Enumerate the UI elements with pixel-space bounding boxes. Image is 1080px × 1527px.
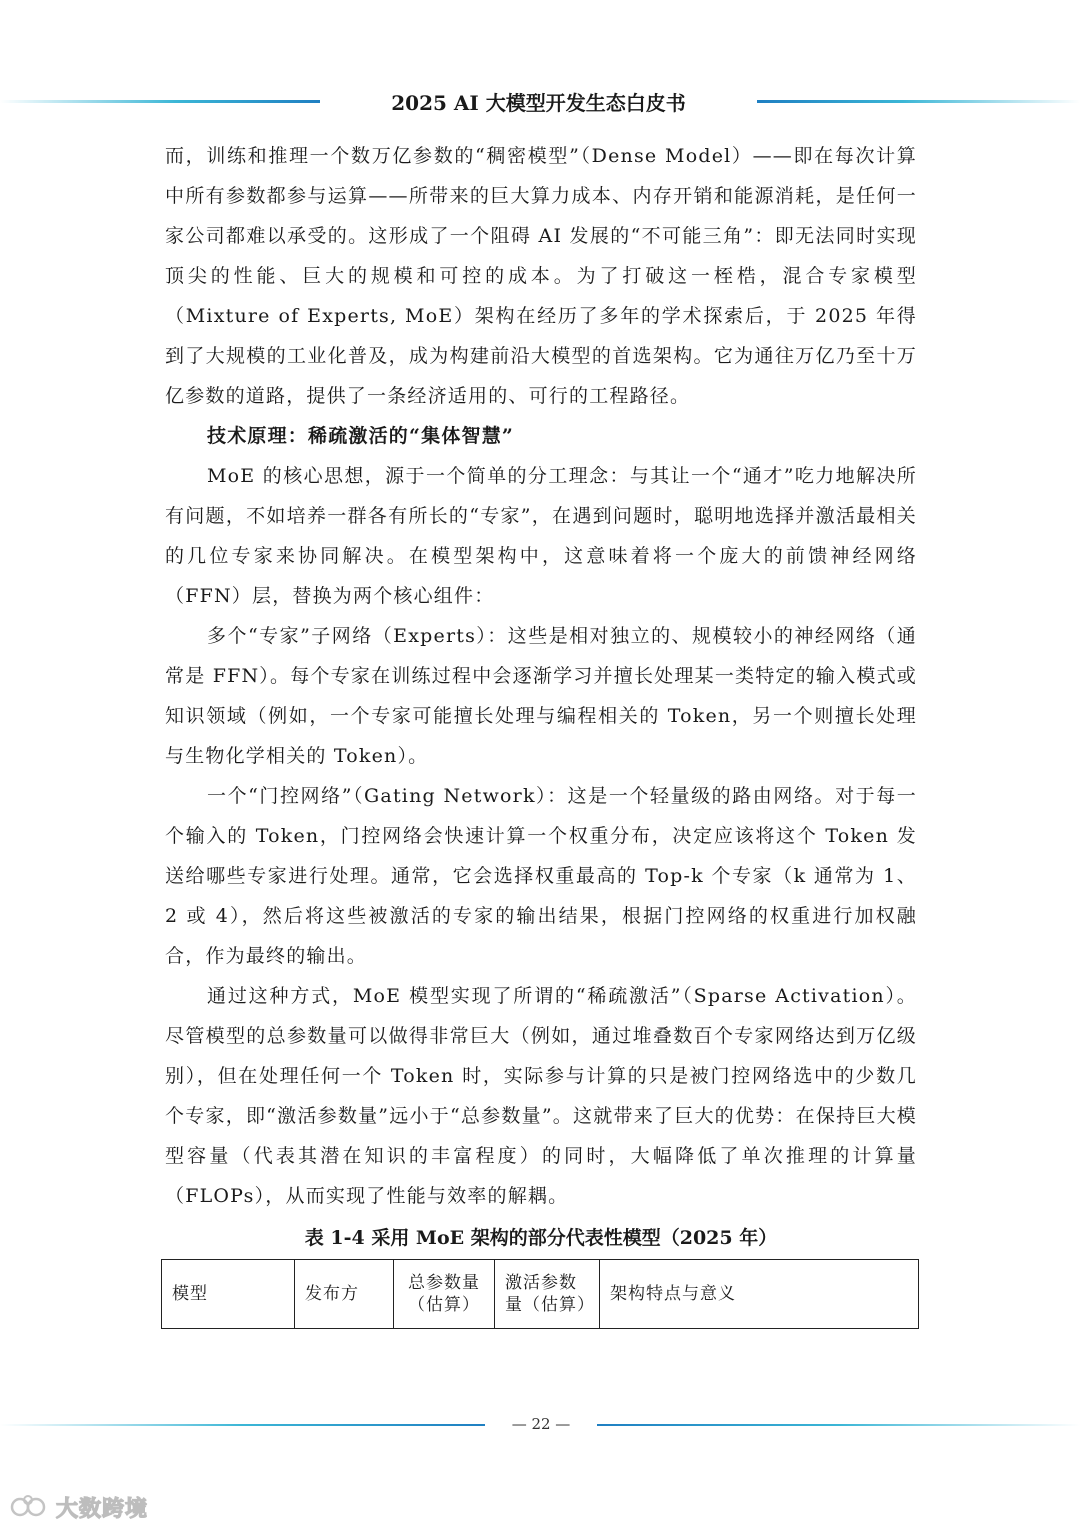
moe-models-table bbox=[161, 1259, 919, 1329]
watermark-text: 大数跨境 bbox=[56, 1496, 149, 1522]
body-text bbox=[165, 136, 917, 1216]
footer-rule-right bbox=[597, 1424, 1080, 1426]
table-header-row bbox=[162, 1260, 919, 1329]
table-header-architecture: 架构特点与意义 bbox=[600, 1260, 919, 1329]
table-header-active-params: 激活参数量（估算） bbox=[495, 1260, 600, 1329]
paragraph-core-idea: MoE 的核心思想，源于一个简单的分工理念：与其让一个“通才”吃力地解决所有问题，不如培养一群各有所长的“专家”，在遇到问题时，聪明地选择并激活最相关的几位专家来协同解决。在模型架构中，这意味着将一个庞大的前馈神经网络（FFN）层，替换为两个核心组件： bbox=[165, 465, 917, 607]
page-header-title: 2025 AI 大模型开发生态白皮书 bbox=[391, 91, 686, 115]
header-rule-left bbox=[0, 100, 320, 103]
section-subheading: 技术原理：稀疏激活的“集体智慧” bbox=[207, 425, 515, 447]
table-header-publisher: 发布方 bbox=[295, 1260, 394, 1329]
table-caption: 表 1-4 采用 MoE 架构的部分代表性模型（2025 年） bbox=[304, 1227, 778, 1249]
watermark bbox=[10, 1490, 148, 1524]
paragraph-experts: 多个“专家”子网络（Experts）：这些是相对独立的、规模较小的神经网络（通常是 FFN）。每个专家在训练过程中会逐渐学习并擅长处理某一类特定的输入模式或知识领域（例如，一个专家可能擅长处理与编程相关的 Token，另一个则擅长处理与生物化学相关的 Token）。 bbox=[165, 625, 917, 767]
paragraph-gating: 一个“门控网络”（Gating Network）：这是一个轻量级的路由网络。对于每一个输入的 Token，门控网络会快速计算一个权重分布，决定应该将这个 Token 发送给哪些专家进行处理。通常，它会选择权重最高的 Top-k 个专家（k 通常为 1、2 或 4），然后将这些被激活的专家的输出结果，根据门控网络的权重进行加权融合，作为最终的输出。 bbox=[165, 785, 917, 967]
paragraph-sparse-activation: 通过这种方式，MoE 模型实现了所谓的“稀疏激活”（Sparse Activation）。尽管模型的总参数量可以做得非常巨大（例如，通过堆叠数百个专家网络达到万亿级别），但在处理任何一个 Token 时，实际参与计算的只是被门控网络选中的少数几个专家，即“激活参数量”远小于“总参数量”。这就带来了巨大的优势：在保持巨大模型容量（代表其潜在知识的丰富程度）的同时，大幅降低了单次推理的计算量（FLOPs），从而实现了性能与效率的解耦。 bbox=[165, 985, 917, 1207]
footer-rule-left bbox=[0, 1424, 485, 1426]
watermark-logo-icon bbox=[10, 1494, 50, 1520]
table-header-model: 模型 bbox=[162, 1260, 295, 1329]
page-number: — 22 — bbox=[511, 1415, 571, 1433]
table-header-total-params: 总参数量（估算） bbox=[394, 1260, 495, 1329]
paragraph-intro: 而，训练和推理一个数万亿参数的“稠密模型”（Dense Model）——即在每次计算中所有参数都参与运算——所带来的巨大算力成本、内存开销和能源消耗，是任何一家公司都难以承受的。这形成了一个阻碍 AI 发展的“不可能三角”：即无法同时实现顶尖的性能、巨大的规模和可控的成本。为了打破这一桎梏，混合专家模型（Mixture of Experts, MoE）架构在经历了多年的学术探索后，于 2025 年得到了大规模的工业化普及，成为构建前沿大模型的首选架构。它为通往万亿乃至十万亿参数的道路，提供了一条经济适用的、可行的工程路径。 bbox=[165, 145, 918, 407]
header-rule-right bbox=[757, 100, 1080, 103]
